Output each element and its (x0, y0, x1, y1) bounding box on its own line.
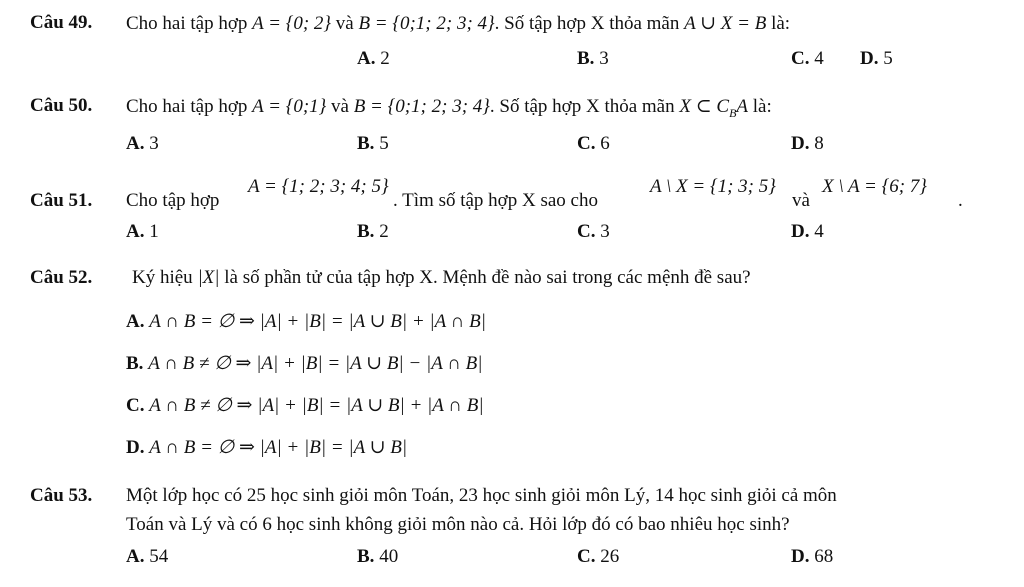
option-a[interactable]: A. 1 (126, 221, 159, 242)
option-d[interactable]: D. 5 (860, 48, 893, 69)
option-d[interactable]: D. 68 (791, 546, 834, 567)
condition: A ∪ X = B (684, 13, 767, 34)
question-text-line-1: Một lớp học có 25 học sinh giỏi môn Toán, 23 học sinh giỏi môn Lý, 14 học sinh giỏi cả môn (126, 485, 837, 506)
option-c[interactable]: C. 6 (577, 133, 610, 154)
question-text: Cho hai tập hợp A = {0; 2} và B = {0;1; 2; 3; 4}. Số tập hợp X thỏa mãn A ∪ X = B là: (126, 13, 791, 34)
option-c[interactable]: C. 3 (577, 221, 610, 242)
set-a: A = {1; 2; 3; 4; 5} (248, 176, 389, 197)
notation: |X| (197, 267, 220, 288)
question-text-mid: . Tìm số tập hợp X sao cho (393, 190, 598, 211)
question-label: Câu 51. (30, 190, 93, 211)
question-label: Câu 53. (30, 485, 93, 506)
option-c[interactable]: C. 4 (791, 48, 824, 69)
condition: X ⊂ $C_BA$ (679, 96, 749, 120)
question-text: Ký hiệu |X| là số phần tử của tập hợp X. Mệnh đề nào sai trong các mệnh đề sau? (132, 267, 751, 288)
set-b: B = {0;1; 2; 3; 4} (358, 13, 495, 34)
option-b[interactable]: B. 2 (357, 221, 389, 242)
option-b[interactable]: B. 3 (577, 48, 609, 69)
question-text-line-2: Toán và Lý và có 6 học sinh không giỏi môn nào cả. Hỏi lớp đó có bao nhiêu học sinh? (126, 514, 790, 535)
set-a: A = {0;1} (252, 96, 327, 117)
option-a[interactable]: A. A ∩ B = ∅ ⇒ |A| + |B| = |A ∪ B| + |A ∩ B| (126, 311, 486, 332)
option-d[interactable]: D. 4 (791, 221, 824, 242)
condition-1: A \ X = {1; 3; 5} (650, 176, 776, 197)
option-a[interactable]: A. 54 (126, 546, 169, 567)
question-label: Câu 49. (30, 12, 93, 33)
set-b: B = {0;1; 2; 3; 4} (353, 96, 490, 117)
option-b[interactable]: B. A ∩ B ≠ ∅ ⇒ |A| + |B| = |A ∪ B| − |A ∩ B| (126, 353, 483, 374)
option-c[interactable]: C. A ∩ B ≠ ∅ ⇒ |A| + |B| = |A ∪ B| + |A ∩ B| (126, 395, 484, 416)
option-d[interactable]: D. A ∩ B = ∅ ⇒ |A| + |B| = |A ∪ B| (126, 437, 408, 458)
option-b[interactable]: B. 5 (357, 133, 389, 154)
condition-2: X \ A = {6; 7} (822, 176, 927, 197)
option-c[interactable]: C. 26 (577, 546, 620, 567)
question-label: Câu 52. (30, 267, 93, 288)
option-d[interactable]: D. 8 (791, 133, 824, 154)
set-a: A = {0; 2} (252, 13, 332, 34)
option-a[interactable]: A. 2 (357, 48, 390, 69)
question-label: Câu 50. (30, 95, 93, 116)
option-a[interactable]: A. 3 (126, 133, 159, 154)
period: . (958, 190, 963, 211)
question-text-start: Cho tập hợp (126, 190, 220, 211)
option-b[interactable]: B. 40 (357, 546, 399, 567)
question-text: Cho hai tập hợp A = {0;1} và B = {0;1; 2; 3; 4}. Số tập hợp X thỏa mãn X ⊂ $C_BA$ là: (126, 96, 772, 120)
conjunction: và (792, 190, 810, 211)
